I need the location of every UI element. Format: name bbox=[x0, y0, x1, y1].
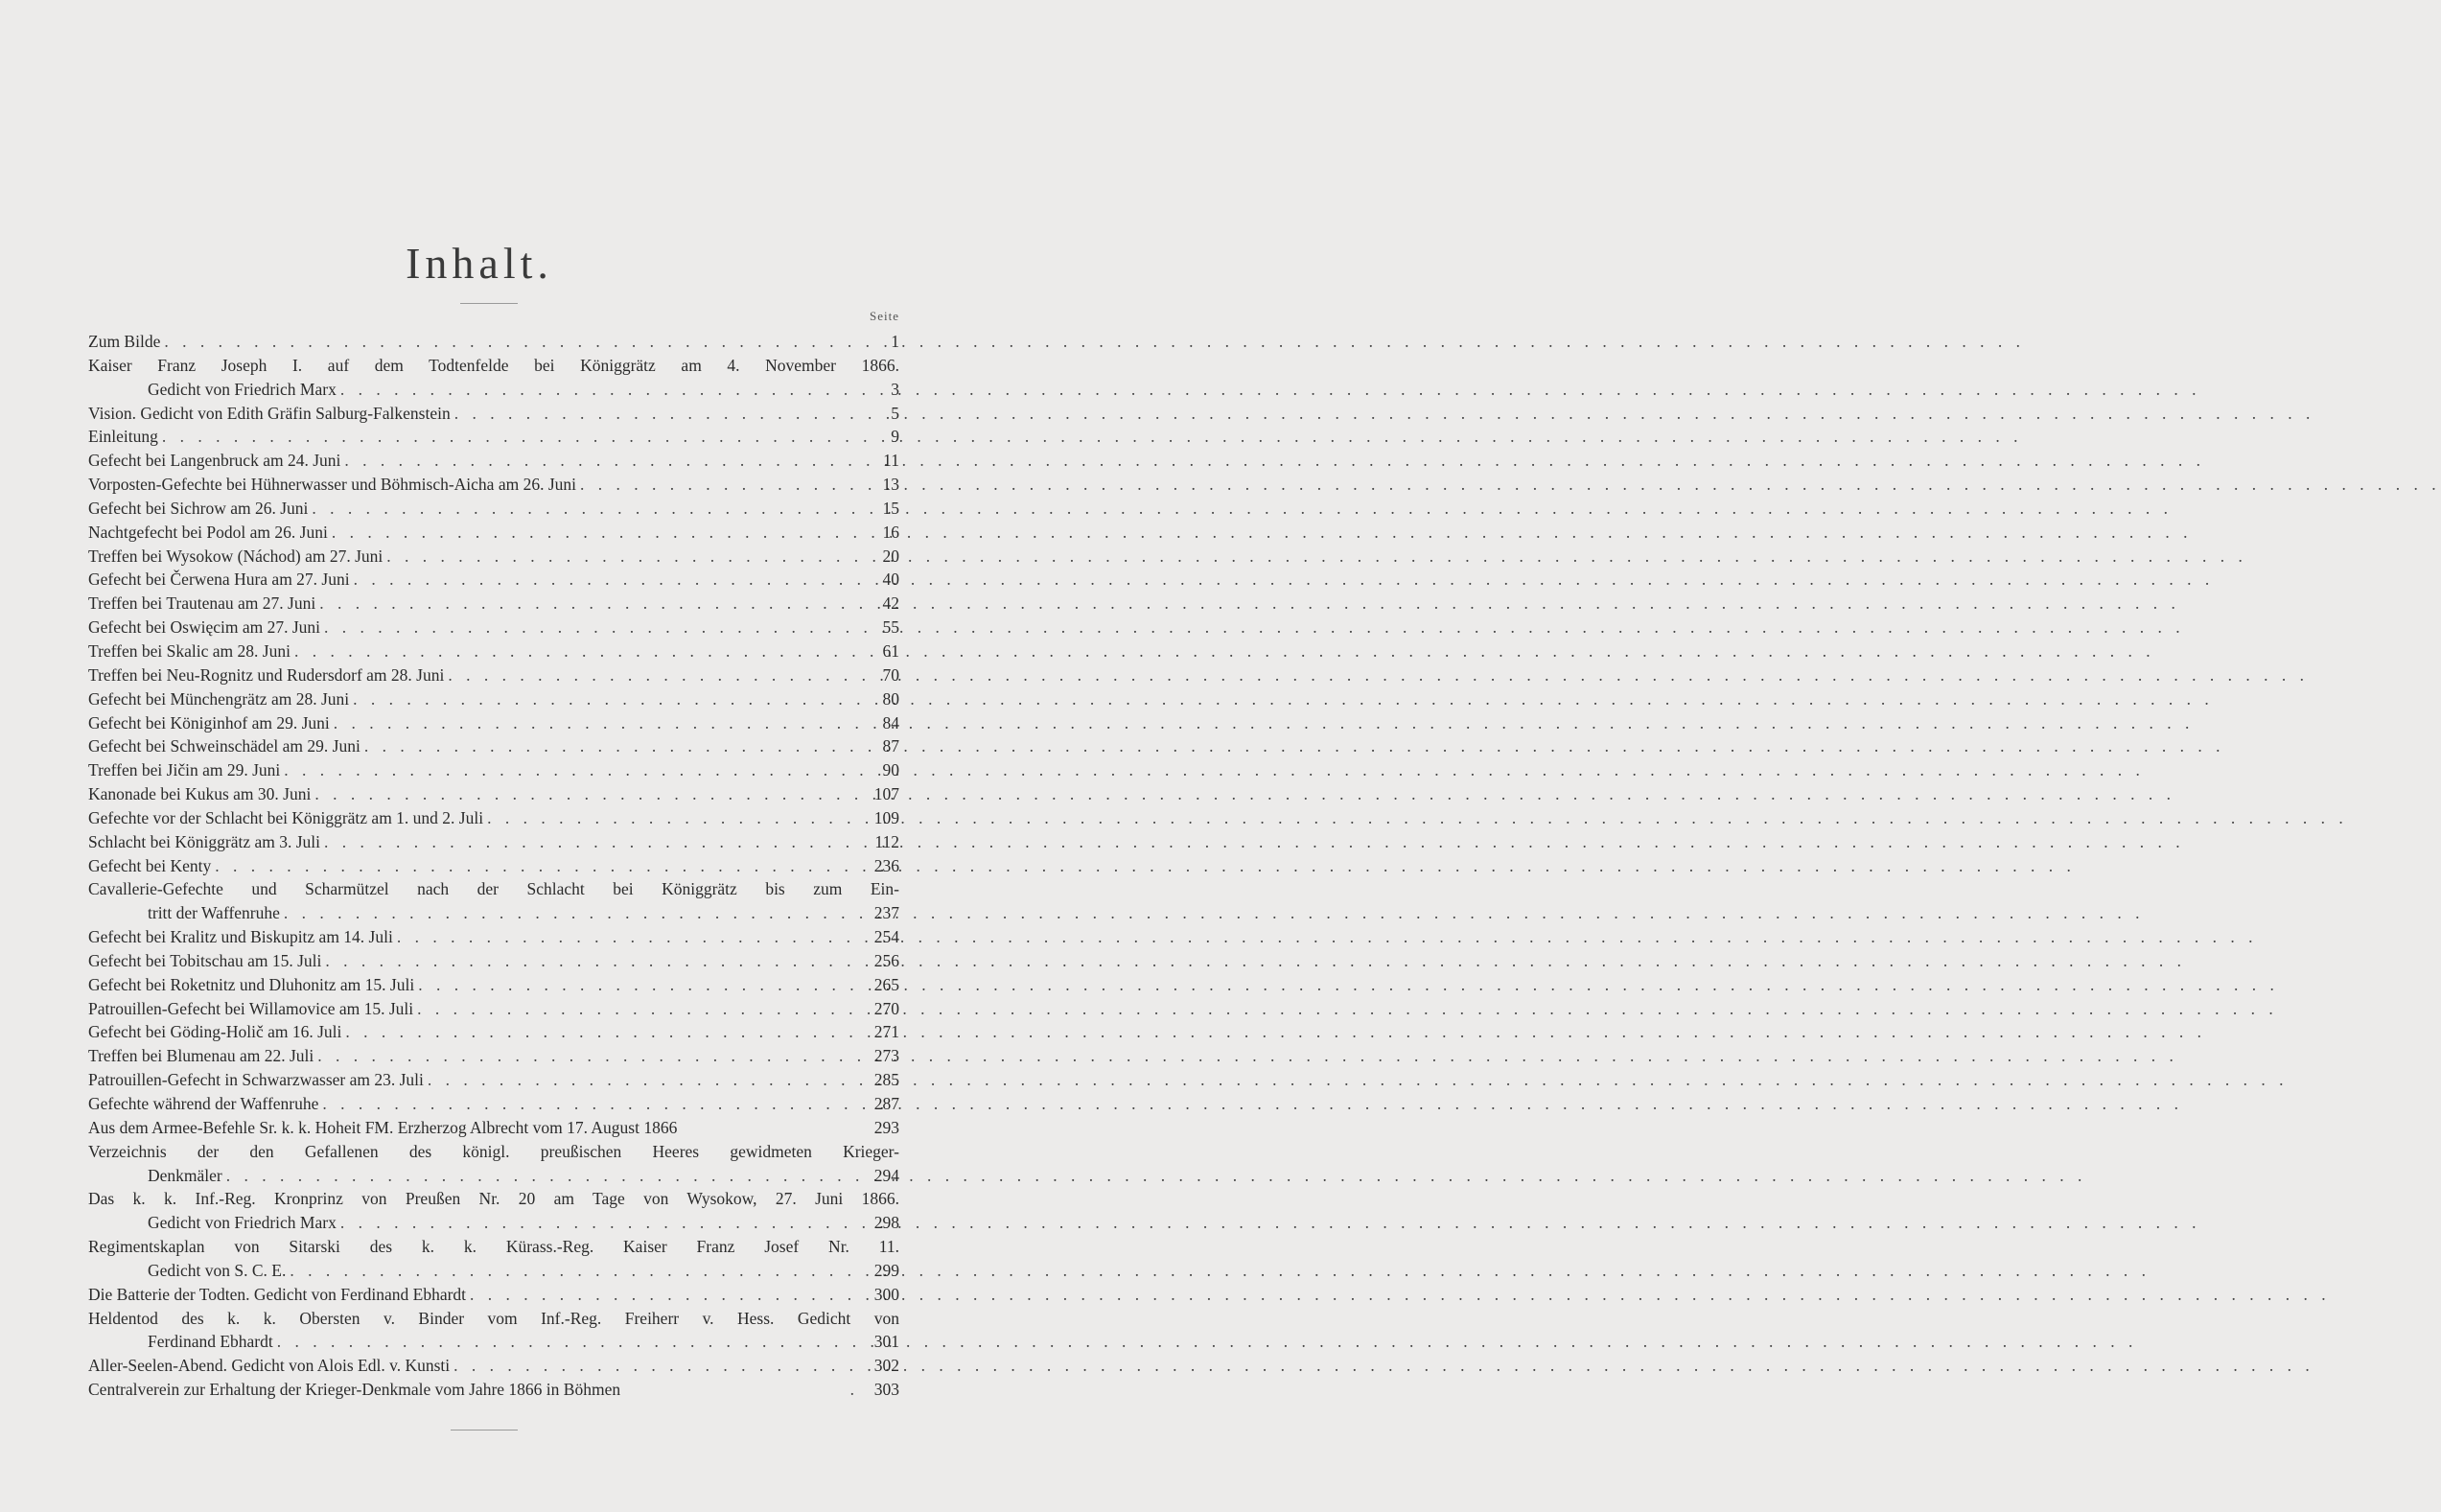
dot-leader bbox=[360, 734, 865, 758]
toc-entry bbox=[88, 473, 899, 497]
toc-page-number: 13 bbox=[882, 475, 899, 495]
dot-leader bbox=[466, 1283, 865, 1307]
toc-page-number: 84 bbox=[882, 712, 899, 733]
toc-entry bbox=[88, 354, 899, 378]
dot-leader bbox=[337, 1211, 865, 1235]
toc-page-number: 299 bbox=[873, 1260, 899, 1280]
toc-entry bbox=[88, 854, 899, 878]
toc-page-number: 236 bbox=[873, 855, 899, 875]
toc-page-number: 40 bbox=[882, 570, 899, 590]
toc-entry bbox=[88, 330, 899, 354]
toc-entry bbox=[88, 997, 899, 1021]
toc-page-number: 9 bbox=[891, 427, 899, 447]
toc-entry-title: Kanonade bei Kukus am 30. Juni bbox=[88, 784, 312, 804]
toc-entry bbox=[88, 497, 899, 521]
toc-entry-title: Gefecht bei Tobitschau am 15. Juli bbox=[88, 950, 322, 970]
toc-entry bbox=[88, 545, 899, 569]
toc-page-number: 301 bbox=[873, 1332, 899, 1352]
dot-leader bbox=[450, 1354, 865, 1378]
dot-leader bbox=[318, 1092, 865, 1116]
dot-leader bbox=[273, 1330, 865, 1354]
toc-entry-title: Gedicht von Friedrich Marx bbox=[148, 379, 337, 399]
toc-entry-title: Zum Bilde bbox=[88, 332, 161, 351]
toc-entry-title: Treffen bei Neu-Rognitz und Rudersdorf am 28. Juni bbox=[88, 664, 445, 685]
toc-entry-title: Gefecht bei Kralitz und Biskupitz am 14. Juli bbox=[88, 927, 393, 947]
toc-entry bbox=[88, 402, 899, 426]
toc-entry-continuation bbox=[88, 1330, 899, 1354]
toc-entry bbox=[88, 640, 899, 663]
toc-entry bbox=[88, 592, 899, 616]
toc-entry bbox=[88, 1044, 899, 1068]
dot-leader bbox=[314, 1044, 865, 1068]
toc-entry-title: tritt der Waffenruhe bbox=[148, 903, 280, 923]
dot-leader bbox=[413, 997, 865, 1021]
toc-entry-title: Die Batterie der Todten. Gedicht von Ferdinand Ebhardt bbox=[88, 1284, 467, 1304]
book-page bbox=[0, 0, 959, 1512]
toc-page-number: 55 bbox=[882, 617, 899, 638]
toc-page-number: 298 bbox=[873, 1213, 899, 1233]
toc-entry bbox=[88, 973, 899, 997]
toc-entry bbox=[88, 1116, 899, 1140]
toc-page-number: 273 bbox=[873, 1046, 899, 1066]
toc-entry-title: Gefecht bei Roketnitz und Dluhonitz am 15. Juli bbox=[88, 974, 415, 994]
toc-page-number: 87 bbox=[882, 736, 899, 756]
toc-entry bbox=[88, 949, 899, 973]
toc-entry bbox=[88, 663, 899, 687]
dot-leader bbox=[280, 758, 865, 782]
toc-entry-title: Gefecht bei Sichrow am 26. Juni bbox=[88, 498, 309, 518]
toc-entry-title: Treffen bei Blumenau am 22. Juli bbox=[88, 1046, 314, 1066]
toc-entry-title: Gefecht bei Kenty bbox=[88, 855, 212, 875]
toc-page-number: 5 bbox=[891, 403, 899, 423]
toc-entry-title: Gefecht bei Schweinschädel am 29. Juni bbox=[88, 736, 360, 756]
toc-page-number: 20 bbox=[882, 546, 899, 566]
toc-page-number: 3 bbox=[891, 379, 899, 399]
toc-entry-title: Cavallerie-Gefechte und Scharmützel nach der Schlacht bei Königgrätz bis zum Ein- bbox=[88, 879, 899, 899]
toc-entry bbox=[88, 616, 899, 640]
toc-page-number: 302 bbox=[873, 1356, 899, 1376]
dot-leader bbox=[340, 449, 865, 473]
dot-leader bbox=[320, 616, 865, 640]
toc-entry-title: Treffen bei Trautenau am 27. Juni bbox=[88, 593, 316, 614]
toc-entry bbox=[88, 758, 899, 782]
toc-entry-title: Gefecht bei Göding-Holič am 16. Juli bbox=[88, 1022, 342, 1042]
toc-page-number: 287 bbox=[873, 1094, 899, 1113]
toc-page-number: 293 bbox=[873, 1117, 899, 1137]
toc-page-number: 300 bbox=[873, 1284, 899, 1304]
dot-leader bbox=[286, 1259, 865, 1283]
toc-entry bbox=[88, 1020, 899, 1044]
toc-entry bbox=[88, 1235, 899, 1259]
dot-leader bbox=[451, 402, 865, 426]
toc-entry-title: Vision. Gedicht von Edith Gräfin Salburg-Falkenstein bbox=[88, 403, 451, 423]
toc-entry-title: Vorposten-Gefechte bei Hühnerwasser und Böhmisch-Aicha am 26. Juni bbox=[88, 475, 576, 495]
toc-entry bbox=[88, 1354, 899, 1378]
toc-entry-title: Gedicht von S. C. E. bbox=[148, 1260, 287, 1280]
dot-leader bbox=[383, 545, 865, 569]
toc-page-number: 294 bbox=[873, 1165, 899, 1185]
dot-leader bbox=[222, 1164, 865, 1188]
toc-entry bbox=[88, 1378, 899, 1402]
toc-page-number: 237 bbox=[873, 903, 899, 923]
dot-leader bbox=[280, 901, 865, 925]
toc-page-number: 254 bbox=[873, 927, 899, 947]
toc-entry bbox=[88, 449, 899, 473]
dot-leader bbox=[349, 687, 865, 711]
toc-page-number: 271 bbox=[873, 1022, 899, 1042]
toc-entry-title: Nachtgefecht bei Podol am 26. Juni bbox=[88, 522, 328, 542]
toc-entry bbox=[88, 925, 899, 949]
toc-page-number: 16 bbox=[882, 522, 899, 542]
dot-leader bbox=[414, 973, 865, 997]
dot-leader bbox=[576, 473, 865, 497]
page-title: Inhalt. bbox=[406, 239, 553, 288]
toc-entry bbox=[88, 687, 899, 711]
toc-entry-title: Gefechte während der Waffenruhe bbox=[88, 1094, 319, 1113]
toc-entry-title: Aller-Seelen-Abend. Gedicht von Alois Edl. v. Kunsti bbox=[88, 1356, 451, 1376]
toc-entry bbox=[88, 521, 899, 545]
dot-leader bbox=[160, 330, 865, 354]
dot-leader bbox=[321, 949, 865, 973]
dot-leader bbox=[211, 854, 865, 878]
toc-entry-title: Gefechte vor der Schlacht bei Königgrätz am 1. und 2. Juli bbox=[88, 807, 484, 827]
dot-leader bbox=[483, 806, 865, 830]
toc-entry-continuation bbox=[88, 901, 899, 925]
toc-entry bbox=[88, 782, 899, 806]
title-divider bbox=[460, 303, 518, 304]
toc-entry-title: Heldentod des k. k. Obersten v. Binder vom Inf.-Reg. Freiherr v. Hess. Gedicht von bbox=[88, 1308, 899, 1328]
toc-page-number: 11 bbox=[883, 451, 899, 471]
toc-entry-title: Gedicht von Friedrich Marx bbox=[148, 1213, 337, 1233]
toc-entry-title: Treffen bei Wysokow (Náchod) am 27. Juni bbox=[88, 546, 384, 566]
bottom-divider bbox=[451, 1430, 518, 1431]
dot-leader bbox=[158, 425, 865, 449]
toc-entry-title: Treffen bei Skalic am 28. Juni bbox=[88, 640, 291, 661]
toc-entry-title: Patrouillen-Gefecht bei Willamovice am 15. Juli bbox=[88, 998, 414, 1018]
toc-page-number: 303 bbox=[873, 1380, 899, 1400]
toc-page-number: 285 bbox=[873, 1070, 899, 1090]
dot-leader bbox=[328, 521, 865, 545]
toc-entry-title: Gefecht bei Langenbruck am 24. Juni bbox=[88, 451, 341, 471]
toc-entry bbox=[88, 1068, 899, 1092]
page-column-header: Seite bbox=[870, 309, 899, 323]
dot-leader bbox=[337, 378, 865, 402]
toc-entry-title: Gefecht bei Oswięcim am 27. Juni bbox=[88, 617, 321, 638]
table-of-contents bbox=[88, 330, 899, 1402]
toc-entry-title: Centralverein zur Erhaltung der Krieger-Denkmale vom Jahre 1866 in Böhmen bbox=[88, 1380, 621, 1400]
dot-leader bbox=[444, 663, 865, 687]
toc-entry bbox=[88, 1140, 899, 1164]
toc-entry-title: Gefecht bei Königinhof am 29. Juni bbox=[88, 712, 330, 733]
toc-entry bbox=[88, 1307, 899, 1331]
toc-entry-title: Ferdinand Ebhardt bbox=[148, 1332, 273, 1352]
toc-page-number: 1 bbox=[891, 332, 899, 351]
toc-entry bbox=[88, 1283, 899, 1307]
toc-entry-title: Regimentskaplan von Sitarski des k. k. Kürass.-Reg. Kaiser Franz Josef Nr. 11. bbox=[88, 1237, 899, 1257]
dot-leader bbox=[350, 568, 865, 592]
dot-leader bbox=[330, 711, 865, 735]
dot-leader bbox=[424, 1068, 865, 1092]
toc-page-number: 61 bbox=[882, 640, 899, 661]
toc-entry-continuation bbox=[88, 1259, 899, 1283]
toc-entry-title: Gefecht bei Münchengrätz am 28. Juni bbox=[88, 688, 350, 709]
dot-leader bbox=[320, 830, 865, 854]
toc-entry-title: Schlacht bei Königgrätz am 3. Juli bbox=[88, 831, 321, 851]
toc-page-number: 42 bbox=[882, 593, 899, 614]
toc-entry-title: Das k. k. Inf.-Reg. Kronprinz von Preußen Nr. 20 am Tage von Wysokow, 27. Juni 1866. bbox=[88, 1189, 899, 1209]
toc-page-number: 112 bbox=[874, 831, 899, 851]
toc-entry bbox=[88, 734, 899, 758]
toc-entry-title: Aus dem Armee-Befehle Sr. k. k. Hoheit FM. Erzherzog Albrecht vom 17. August 1866 bbox=[88, 1117, 678, 1137]
toc-entry bbox=[88, 568, 899, 592]
dot-leader bbox=[315, 592, 865, 616]
toc-page-number: 270 bbox=[873, 998, 899, 1018]
toc-page-number: 90 bbox=[882, 760, 899, 780]
dot-leader bbox=[291, 640, 865, 663]
toc-entry bbox=[88, 806, 899, 830]
dot-leader bbox=[620, 1378, 865, 1402]
toc-entry bbox=[88, 425, 899, 449]
toc-entry bbox=[88, 711, 899, 735]
dot-leader bbox=[311, 782, 865, 806]
toc-entry-title: Treffen bei Jičin am 29. Juni bbox=[88, 760, 281, 780]
toc-page-number: 80 bbox=[882, 688, 899, 709]
toc-entry-title: Verzeichnis der den Gefallenen des königl. preußischen Heeres gewidmeten Krieger- bbox=[88, 1141, 899, 1161]
toc-page-number: 109 bbox=[873, 807, 899, 827]
toc-entry bbox=[88, 877, 899, 901]
toc-page-number: 256 bbox=[873, 950, 899, 970]
dot-leader bbox=[393, 925, 865, 949]
toc-entry-continuation bbox=[88, 1211, 899, 1235]
toc-page-number: 15 bbox=[882, 498, 899, 518]
toc-entry-continuation bbox=[88, 378, 899, 402]
toc-entry-title: Kaiser Franz Joseph I. auf dem Todtenfelde bei Königgrätz am 4. November 1866. bbox=[88, 355, 899, 375]
toc-entry bbox=[88, 830, 899, 854]
toc-page-number: 265 bbox=[873, 974, 899, 994]
dot-leader bbox=[341, 1020, 865, 1044]
toc-entry-title: Gefecht bei Čerwena Hura am 27. Juni bbox=[88, 570, 350, 590]
toc-entry bbox=[88, 1187, 899, 1211]
dot-leader bbox=[308, 497, 865, 521]
toc-entry-continuation bbox=[88, 1164, 899, 1188]
toc-entry-title: Patrouillen-Gefecht in Schwarzwasser am 23. Juli bbox=[88, 1070, 424, 1090]
toc-page-number: 70 bbox=[882, 664, 899, 685]
toc-entry bbox=[88, 1092, 899, 1116]
toc-entry-title: Einleitung bbox=[88, 427, 158, 447]
toc-page-number: 107 bbox=[873, 784, 899, 804]
toc-entry-title: Denkmäler bbox=[148, 1165, 222, 1185]
